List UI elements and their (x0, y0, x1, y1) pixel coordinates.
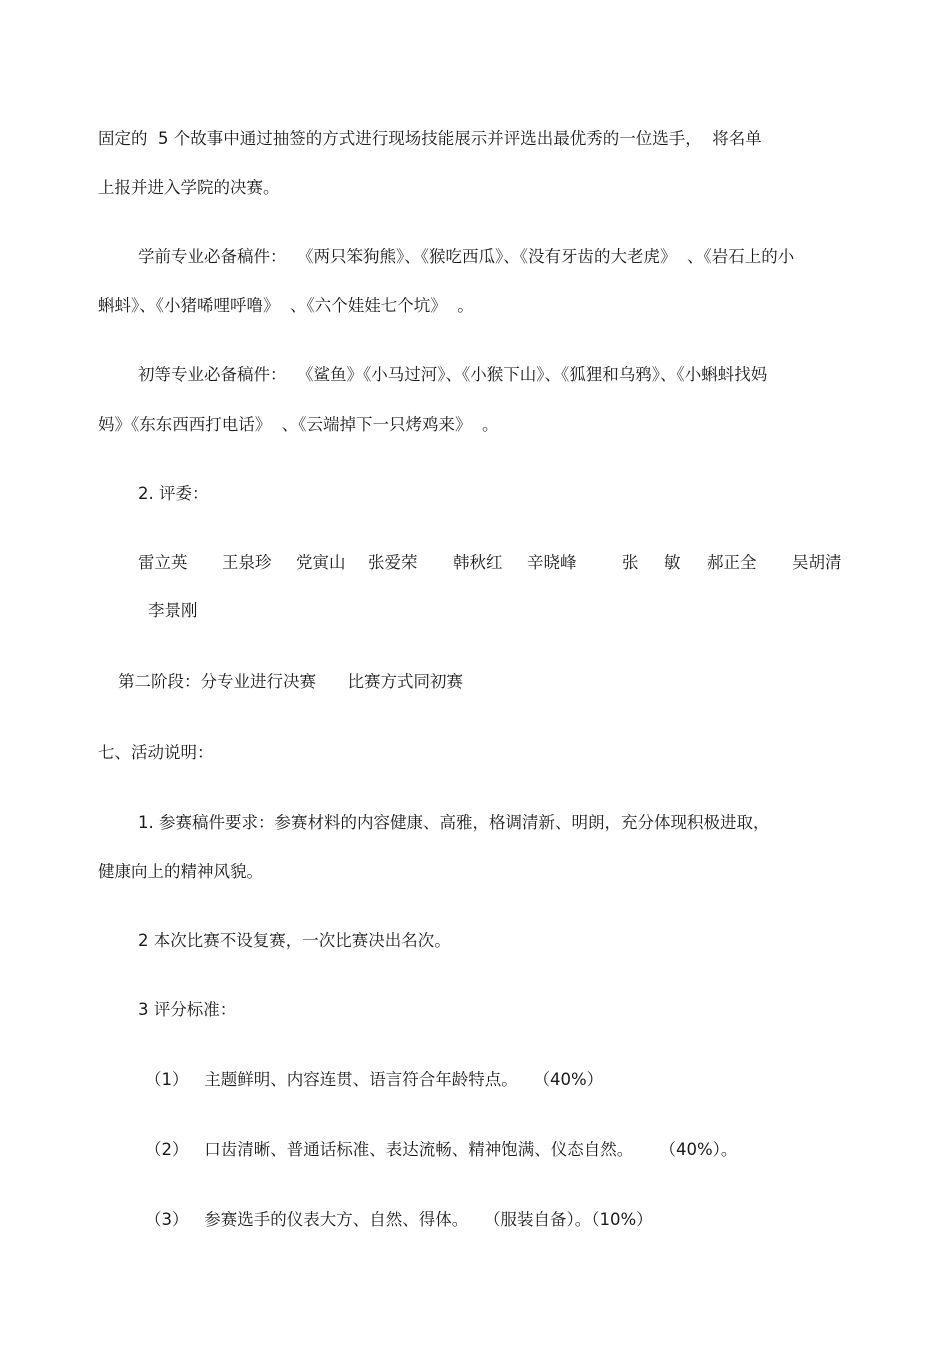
intro-line-2: 上报并进入学院的决赛。 (98, 178, 280, 197)
preschool-scripts-line-1: 学前专业必备稿件： 《两只笨狗熊》、《猴吃西瓜》、《没有牙齿的大老虎》 、《岩石上的小 (138, 247, 795, 266)
judge-name: 敏 (664, 553, 681, 572)
judges-heading: 2. 评委： (138, 484, 209, 503)
primary-scripts-line-2: 妈》《东东西西打电话》 、《云端掉下一只烤鸡来》 。 (98, 415, 499, 434)
item1-line-1: 1. 参赛稿件要求：参赛材料的内容健康、高雅，格调清新、明朗，充分体现积极进取， (138, 813, 770, 832)
item3-heading: 3 评分标准： (138, 1000, 237, 1019)
criterion-3: （3） 参赛选手的仪表大方、自然、得体。 （服装自备）。（10%） (145, 1210, 653, 1229)
criterion-2: （2） 口齿清晰、普通话标准、表达流畅、精神饱满、仪态自然。 （40%）。 (145, 1140, 738, 1159)
judge-name: 吴胡清 (792, 553, 842, 572)
item1-line-2: 健康向上的精神风貌。 (98, 862, 263, 881)
judge-name: 韩秋红 (453, 553, 503, 572)
intro-line-1: 固定的 5 个故事中通过抽签的方式进行现场技能展示并评选出最优秀的一位选手， 将名单 (98, 129, 762, 148)
judge-name: 郝正全 (707, 553, 757, 572)
judge-name: 张爱荣 (368, 553, 418, 572)
judge-name: 雷立英 (138, 553, 188, 572)
section-seven-heading: 七、活动说明： (98, 743, 214, 762)
judge-name: 党寅山 (296, 553, 346, 572)
preschool-scripts-line-2: 蝌蚪》、《小猪唏哩呼噜》 、《六个娃娃七个坑》 。 (98, 296, 474, 315)
primary-scripts-line-1: 初等专业必备稿件： 《鲨鱼》《小马过河》、《小猴下山》、《狐狸和乌鸦》、《小蝌蚪找妈 (138, 365, 768, 384)
stage-two-text: 第二阶段：分专业进行决赛 比赛方式同初赛 (118, 672, 463, 691)
judge-name: 张 (622, 553, 639, 572)
judge-name: 王泉珍 (222, 553, 272, 572)
judge-name: 辛晓峰 (527, 553, 577, 572)
judge-name: 李景刚 (148, 601, 198, 620)
item2-text: 2 本次比赛不设复赛，一次比赛决出名次。 (138, 931, 451, 950)
criterion-1: （1） 主题鲜明、内容连贯、语言符合年龄特点。 （40%） (145, 1070, 604, 1089)
